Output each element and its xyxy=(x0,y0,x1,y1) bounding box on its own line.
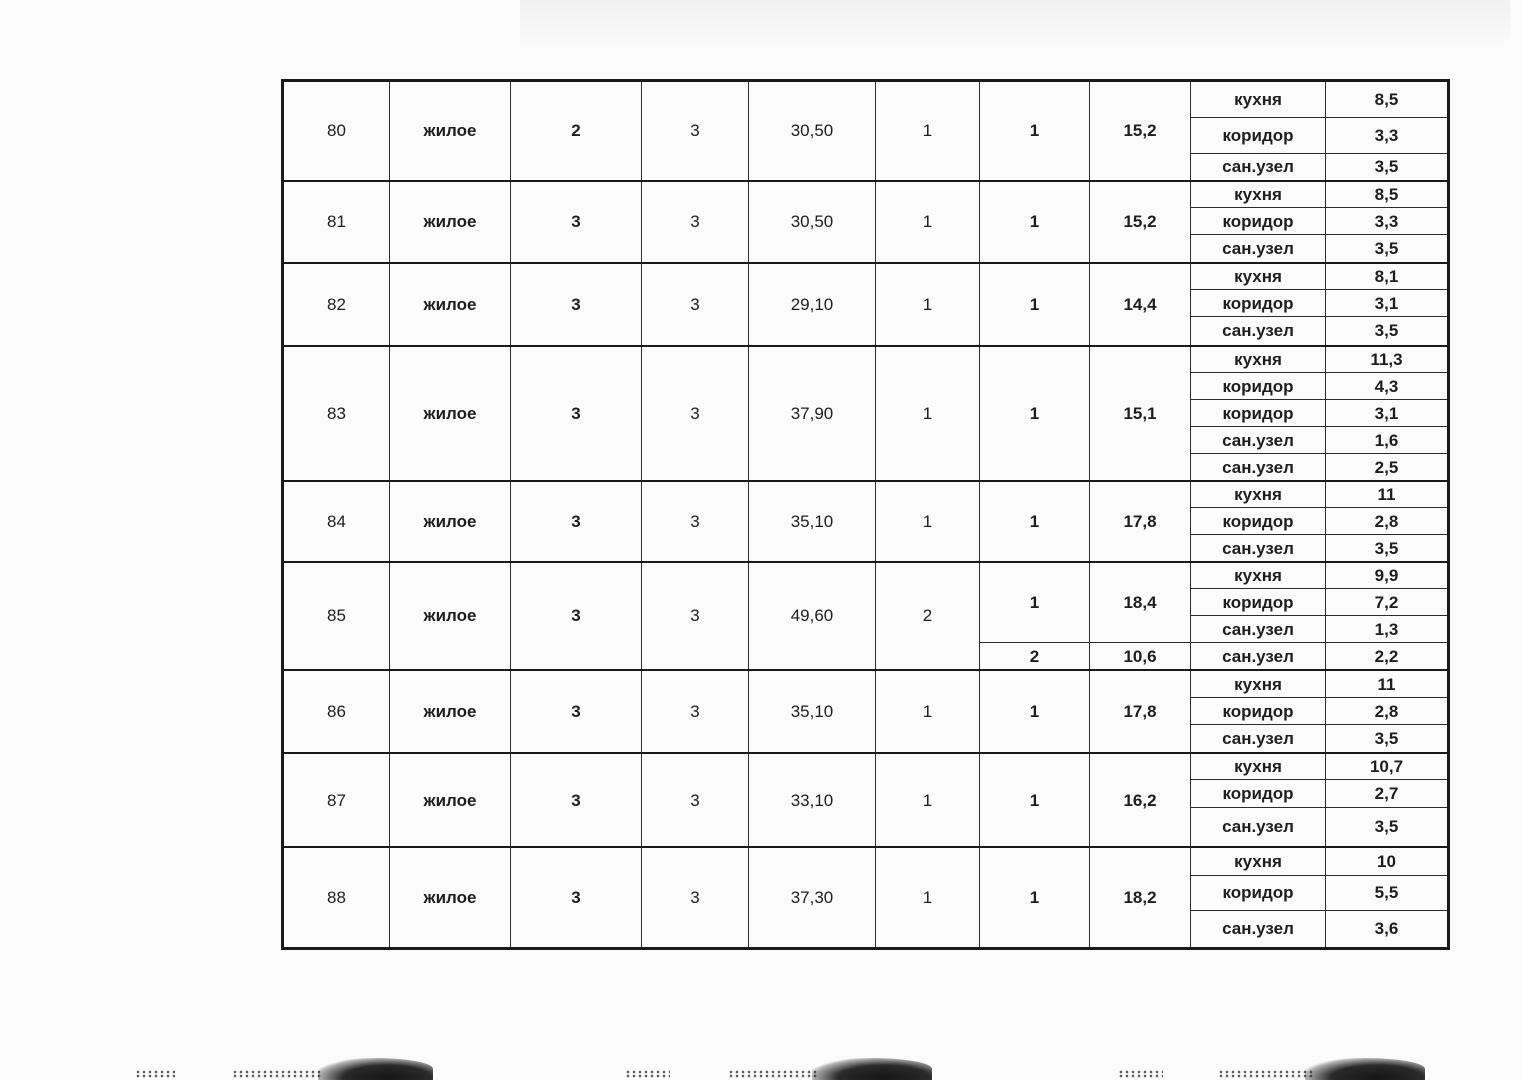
aux-room-area: 3,1 xyxy=(1326,290,1449,317)
column-4-value: 3 xyxy=(642,562,749,670)
premise-type: жилое xyxy=(390,481,511,562)
column-4-value: 3 xyxy=(642,263,749,346)
room-area: 14,4 xyxy=(1090,263,1191,346)
table-row xyxy=(283,847,1449,875)
premise-type: жилое xyxy=(390,847,511,948)
column-3-value: 3 xyxy=(511,670,642,753)
aux-room-name: коридор xyxy=(1191,400,1326,427)
scan-shadow xyxy=(520,0,1510,46)
room-area: 15,1 xyxy=(1090,346,1191,481)
aux-room-name: коридор xyxy=(1191,290,1326,317)
column-3-value: 3 xyxy=(511,346,642,481)
aux-room-name: кухня xyxy=(1191,346,1326,373)
signature-mark xyxy=(1118,1070,1163,1078)
aux-room-area: 3,3 xyxy=(1326,208,1449,235)
aux-room-name: сан.узел xyxy=(1191,317,1326,346)
aux-room-area: 8,5 xyxy=(1326,81,1449,118)
room-area: 17,8 xyxy=(1090,670,1191,753)
premise-type: жилое xyxy=(390,562,511,670)
signature-mark xyxy=(625,1070,670,1078)
aux-room-name: коридор xyxy=(1191,508,1326,535)
room-number: 1 xyxy=(980,263,1090,346)
column-4-value: 3 xyxy=(642,346,749,481)
room-number: 1 xyxy=(980,562,1090,643)
aux-room-area: 8,1 xyxy=(1326,263,1449,290)
room-count: 1 xyxy=(876,753,980,847)
column-3-value: 3 xyxy=(511,847,642,948)
total-area: 30,50 xyxy=(749,181,876,263)
room-number: 1 xyxy=(980,346,1090,481)
apartment-number: 88 xyxy=(283,847,390,948)
total-area: 37,90 xyxy=(749,346,876,481)
aux-room-area: 2,7 xyxy=(1326,780,1449,807)
room-count: 1 xyxy=(876,263,980,346)
premise-type: жилое xyxy=(390,81,511,181)
table-row xyxy=(283,346,1449,373)
aux-room-name: кухня xyxy=(1191,263,1326,290)
column-3-value: 3 xyxy=(511,753,642,847)
table-row xyxy=(283,263,1449,290)
apartment-number: 85 xyxy=(283,562,390,670)
aux-room-name: кухня xyxy=(1191,847,1326,875)
column-4-value: 3 xyxy=(642,81,749,181)
aux-room-area: 3,5 xyxy=(1326,154,1449,181)
aux-room-name: сан.узел xyxy=(1191,643,1326,670)
aux-room-area: 2,5 xyxy=(1326,454,1449,481)
table-row xyxy=(283,562,1449,589)
room-area: 16,2 xyxy=(1090,753,1191,847)
aux-room-area: 3,6 xyxy=(1326,910,1449,948)
aux-room-name: сан.узел xyxy=(1191,154,1326,181)
aux-room-name: сан.узел xyxy=(1191,807,1326,847)
apartments-table-body xyxy=(283,81,1449,949)
apartment-number: 84 xyxy=(283,481,390,562)
apartment-number: 82 xyxy=(283,263,390,346)
aux-room-name: сан.узел xyxy=(1191,454,1326,481)
aux-room-name: кухня xyxy=(1191,481,1326,508)
room-area: 18,4 xyxy=(1090,562,1191,643)
table-row xyxy=(283,481,1449,508)
aux-room-name: коридор xyxy=(1191,118,1326,154)
aux-room-name: сан.узел xyxy=(1191,616,1326,643)
room-number: 1 xyxy=(980,481,1090,562)
room-area: 15,2 xyxy=(1090,181,1191,263)
column-3-value: 3 xyxy=(511,263,642,346)
signature-mark xyxy=(232,1070,322,1078)
column-3-value: 3 xyxy=(511,181,642,263)
column-3-value: 2 xyxy=(511,81,642,181)
table-row xyxy=(283,181,1449,208)
total-area: 30,50 xyxy=(749,81,876,181)
aux-room-area: 3,5 xyxy=(1326,725,1449,753)
aux-room-name: кухня xyxy=(1191,562,1326,589)
total-area: 29,10 xyxy=(749,263,876,346)
aux-room-area: 1,6 xyxy=(1326,427,1449,454)
aux-room-area: 2,8 xyxy=(1326,508,1449,535)
premise-type: жилое xyxy=(390,181,511,263)
room-count: 1 xyxy=(876,847,980,948)
total-area: 35,10 xyxy=(749,670,876,753)
aux-room-name: коридор xyxy=(1191,373,1326,400)
aux-room-area: 4,3 xyxy=(1326,373,1449,400)
column-4-value: 3 xyxy=(642,181,749,263)
aux-room-name: сан.узел xyxy=(1191,535,1326,562)
room-count: 1 xyxy=(876,81,980,181)
room-count: 1 xyxy=(876,346,980,481)
stamp-mark xyxy=(812,1058,932,1080)
aux-room-area: 3,5 xyxy=(1326,235,1449,263)
aux-room-name: сан.узел xyxy=(1191,725,1326,753)
total-area: 33,10 xyxy=(749,753,876,847)
total-area: 35,10 xyxy=(749,481,876,562)
apartment-number: 87 xyxy=(283,753,390,847)
aux-room-name: коридор xyxy=(1191,208,1326,235)
room-number: 1 xyxy=(980,81,1090,181)
room-number: 1 xyxy=(980,670,1090,753)
column-4-value: 3 xyxy=(642,670,749,753)
aux-room-area: 11 xyxy=(1326,481,1449,508)
premise-type: жилое xyxy=(390,753,511,847)
total-area: 37,30 xyxy=(749,847,876,948)
table-row xyxy=(283,670,1449,698)
apartments-table xyxy=(281,79,1450,950)
room-count: 1 xyxy=(876,481,980,562)
aux-room-area: 3,1 xyxy=(1326,400,1449,427)
aux-room-name: сан.узел xyxy=(1191,235,1326,263)
signature-stamps xyxy=(0,1040,1523,1080)
table-row xyxy=(283,81,1449,118)
aux-room-area: 5,5 xyxy=(1326,875,1449,910)
aux-room-area: 3,5 xyxy=(1326,535,1449,562)
aux-room-area: 2,2 xyxy=(1326,643,1449,670)
aux-room-name: коридор xyxy=(1191,589,1326,616)
room-number: 1 xyxy=(980,847,1090,948)
room-area: 15,2 xyxy=(1090,81,1191,181)
aux-room-area: 10,7 xyxy=(1326,753,1449,780)
aux-room-name: кухня xyxy=(1191,81,1326,118)
column-3-value: 3 xyxy=(511,481,642,562)
stamp-mark xyxy=(1305,1058,1425,1080)
aux-room-area: 3,5 xyxy=(1326,807,1449,847)
room-number: 2 xyxy=(980,643,1090,670)
aux-room-area: 3,5 xyxy=(1326,317,1449,346)
aux-room-area: 7,2 xyxy=(1326,589,1449,616)
aux-room-name: сан.узел xyxy=(1191,910,1326,948)
apartment-number: 80 xyxy=(283,81,390,181)
aux-room-area: 1,3 xyxy=(1326,616,1449,643)
room-count: 1 xyxy=(876,670,980,753)
room-number: 1 xyxy=(980,181,1090,263)
room-area: 17,8 xyxy=(1090,481,1191,562)
total-area: 49,60 xyxy=(749,562,876,670)
column-4-value: 3 xyxy=(642,753,749,847)
apartment-number: 81 xyxy=(283,181,390,263)
aux-room-area: 2,8 xyxy=(1326,698,1449,725)
room-area: 18,2 xyxy=(1090,847,1191,948)
aux-room-name: коридор xyxy=(1191,780,1326,807)
column-4-value: 3 xyxy=(642,847,749,948)
aux-room-name: сан.узел xyxy=(1191,427,1326,454)
aux-room-area: 10 xyxy=(1326,847,1449,875)
stamp-mark xyxy=(318,1058,433,1080)
aux-room-name: коридор xyxy=(1191,875,1326,910)
premise-type: жилое xyxy=(390,346,511,481)
column-3-value: 3 xyxy=(511,562,642,670)
aux-room-area: 3,3 xyxy=(1326,118,1449,154)
column-4-value: 3 xyxy=(642,481,749,562)
aux-room-name: кухня xyxy=(1191,181,1326,208)
aux-room-name: коридор xyxy=(1191,698,1326,725)
room-count: 2 xyxy=(876,562,980,670)
room-area: 10,6 xyxy=(1090,643,1191,670)
aux-room-area: 9,9 xyxy=(1326,562,1449,589)
room-count: 1 xyxy=(876,181,980,263)
aux-room-area: 11 xyxy=(1326,670,1449,698)
table-row xyxy=(283,753,1449,780)
aux-room-name: кухня xyxy=(1191,670,1326,698)
signature-mark xyxy=(135,1070,175,1078)
room-number: 1 xyxy=(980,753,1090,847)
aux-room-area: 11,3 xyxy=(1326,346,1449,373)
signature-mark xyxy=(728,1070,818,1078)
premise-type: жилое xyxy=(390,670,511,753)
signature-mark xyxy=(1218,1070,1313,1078)
apartment-number: 83 xyxy=(283,346,390,481)
apartment-number: 86 xyxy=(283,670,390,753)
aux-room-area: 8,5 xyxy=(1326,181,1449,208)
premise-type: жилое xyxy=(390,263,511,346)
aux-room-name: кухня xyxy=(1191,753,1326,780)
